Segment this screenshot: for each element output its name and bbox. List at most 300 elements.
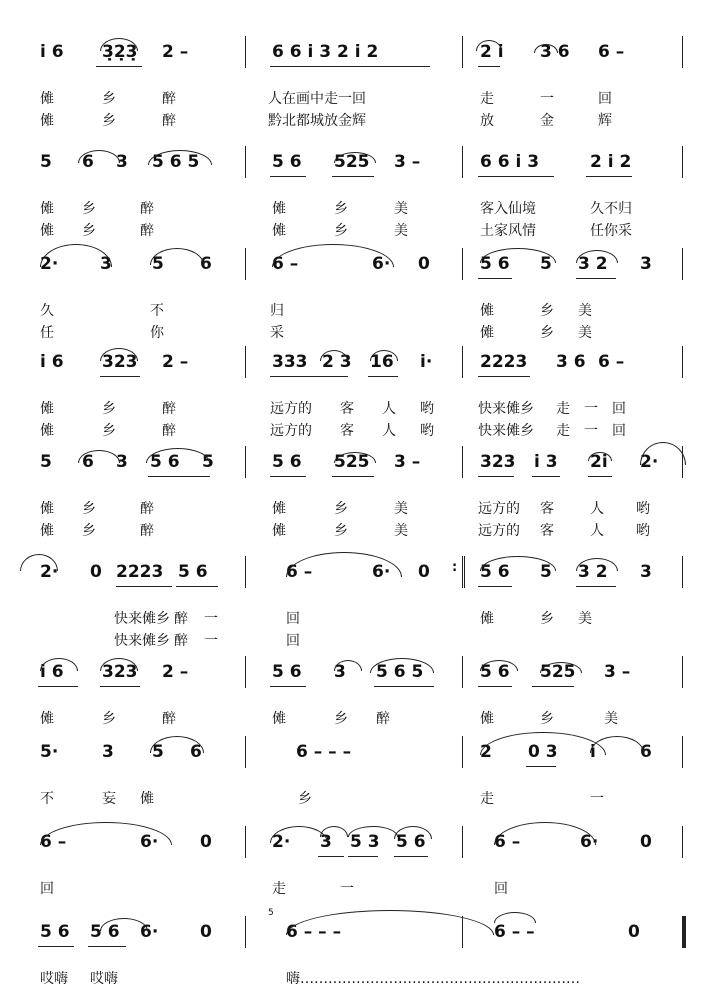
note-group: 2· (272, 832, 291, 852)
lyric-verse-2: 傩 (272, 223, 286, 239)
underline-beam (148, 476, 210, 477)
lyric-verse-1: 醉 (140, 201, 154, 217)
lyric-verse-1: 傩 (480, 711, 494, 727)
note-group: 6 6 i 3 (480, 152, 540, 172)
note-group: 0 (640, 832, 652, 852)
note-group: 3 (640, 562, 652, 582)
lyric-verse-1: 嗨…………………………………………………… (286, 971, 580, 987)
note-group: 5 6 (178, 562, 208, 582)
lyric-verse-2: 乡 (334, 523, 348, 539)
score-row (0, 818, 715, 908)
lyric-verse-1: 乡 (540, 611, 554, 627)
lyric-verse-1: 久 (40, 303, 54, 319)
lyric-verse-1: 客 (340, 401, 354, 417)
note-group: 3 – (604, 662, 631, 682)
note-group: i (590, 742, 596, 762)
slur-mark (100, 918, 148, 931)
lyric-verse-1: 不 (150, 303, 164, 319)
bar-line (462, 446, 463, 478)
note-group: 5 6 (272, 452, 302, 472)
lyric-verse-1: 傩 (40, 91, 54, 107)
underline-beam (576, 586, 616, 587)
lyric-verse-1: 人在画中走一回 (268, 91, 366, 107)
note-group: 16 (370, 352, 394, 372)
lyric-verse-2: 客 (540, 523, 554, 539)
slur-mark (588, 452, 612, 461)
slur-mark (100, 348, 138, 361)
lyric-verse-2: 快来傩乡 (478, 423, 534, 439)
bar-line (462, 248, 463, 280)
note-group: 323 (102, 352, 138, 372)
underline-beam (588, 476, 612, 477)
lyric-verse-2: 乡 (82, 223, 96, 239)
lyric-verse-2: 醉 (174, 633, 188, 649)
lyric-verse-2: 一 (584, 423, 598, 439)
lyric-verse-1: 不 (40, 791, 54, 807)
note-group: 2 3 (322, 352, 352, 372)
bar-line (682, 248, 683, 280)
score-row (0, 240, 715, 341)
lyric-verse-2: 人 (590, 523, 604, 539)
lyric-verse-1: 一 (204, 611, 218, 627)
slur-mark (370, 350, 398, 361)
note-group: 0 (418, 562, 430, 582)
slur-mark (40, 658, 78, 671)
lyric-verse-1: 乡 (102, 401, 116, 417)
note-group: 3 – (394, 452, 421, 472)
bar-line (245, 146, 246, 178)
note-group: 2 – (162, 662, 189, 682)
lyric-verse-1: 一 (340, 881, 354, 897)
note-group: 2 – (162, 42, 189, 62)
slur-mark (146, 448, 210, 463)
lyric-verse-1: 客 (540, 501, 554, 517)
note-group: 6 (200, 254, 212, 274)
slur-mark (576, 250, 618, 263)
note-group: 3 6 (556, 352, 586, 372)
lyric-verse-1: 美 (578, 303, 592, 319)
slur-mark (272, 244, 394, 267)
note-group: 5 6 (40, 922, 70, 942)
bar-line (682, 736, 683, 768)
note-group: 6 – (286, 562, 313, 582)
lyric-verse-2: 乡 (82, 523, 96, 539)
note-group: 3̣2̣3̣ (102, 42, 138, 62)
slur-mark (370, 658, 434, 673)
lyric-verse-1: 美 (394, 201, 408, 217)
lyric-verse-1: 傩 (40, 201, 54, 217)
slur-mark (480, 248, 556, 263)
lyric-verse-2: 金 (540, 113, 554, 129)
note-group: 5 (540, 562, 552, 582)
lyric-verse-1: 回 (612, 401, 626, 417)
lyric-verse-1: 快来傩乡 (478, 401, 534, 417)
lyric-verse-1: 傩 (272, 501, 286, 517)
lyric-verse-1: 妄 (102, 791, 116, 807)
lyric-verse-1: 乡 (334, 711, 348, 727)
note-group: 5 (152, 254, 164, 274)
lyric-verse-1: 回 (494, 881, 508, 897)
note-group: 6 (82, 152, 94, 172)
lyric-verse-2: 你 (150, 325, 164, 341)
lyric-verse-2: 美 (578, 325, 592, 341)
lyric-verse-1: 傩 (140, 791, 154, 807)
underline-beam (478, 66, 500, 67)
underline-beam (586, 176, 632, 177)
lyric-verse-2: 傩 (40, 223, 54, 239)
slur-mark (334, 660, 362, 671)
note-group: 6 – – (494, 922, 535, 942)
lyric-verse-1: 一 (590, 791, 604, 807)
lyric-verse-1: 回 (286, 611, 300, 627)
lyric-verse-1: 美 (394, 501, 408, 517)
note-group: 3 (116, 452, 128, 472)
lyric-verse-1: 傩 (40, 401, 54, 417)
underline-beam (38, 946, 74, 947)
note-group: 5 6 (480, 562, 510, 582)
lyric-verse-1: 人 (382, 401, 396, 417)
note-group: 333 (272, 352, 308, 372)
underline-beam (532, 686, 574, 687)
underline-beam (270, 176, 306, 177)
bar-line (682, 556, 683, 588)
lyric-verse-1: 走 (480, 91, 494, 107)
lyric-verse-1: 回 (40, 881, 54, 897)
bar-line (682, 826, 683, 858)
bar-line (682, 656, 683, 688)
note-group: 6 – (598, 42, 625, 62)
score-row (0, 338, 715, 439)
lyric-verse-1: 一 (540, 91, 554, 107)
note-group: 3 – (394, 152, 421, 172)
lyric-verse-1: 人 (590, 501, 604, 517)
lyric-verse-1: 走 (556, 401, 570, 417)
note-group: 3 (116, 152, 128, 172)
slur-mark (640, 442, 686, 465)
note-group: 5 6 (272, 152, 302, 172)
lyric-verse-1: 傩 (40, 501, 54, 517)
note-group: 5· (40, 742, 59, 762)
lyric-verse-1: 走 (272, 881, 286, 897)
underline-beam (100, 686, 140, 687)
slur-mark (394, 826, 432, 839)
note-group: 3 2 (578, 562, 608, 582)
bar-line (682, 36, 683, 68)
lyric-verse-1: 乡 (82, 201, 96, 217)
underline-beam (318, 856, 344, 857)
note-group: i 6 (40, 42, 64, 62)
lyric-verse-1: 远方的 (478, 501, 520, 517)
bar-line (245, 556, 246, 588)
note-group: 5 (152, 742, 164, 762)
lyric-verse-2: 采 (270, 325, 284, 341)
slur-mark (348, 826, 398, 837)
lyric-verse-2: 醉 (162, 423, 176, 439)
lyric-verse-1: 乡 (102, 711, 116, 727)
note-group: i 6 (40, 662, 64, 682)
note-group: 5 (40, 452, 52, 472)
bar-line (245, 916, 246, 948)
note-group: 3 (320, 832, 332, 852)
note-group: 3 (640, 254, 652, 274)
note-group: i 6 (40, 352, 64, 372)
lyric-verse-1: 傩 (40, 711, 54, 727)
slur-mark (100, 38, 138, 51)
underline-beam (100, 376, 140, 377)
lyric-verse-1: 美 (604, 711, 618, 727)
lyric-verse-2: 傩 (40, 423, 54, 439)
note-group: 5 (40, 152, 52, 172)
lyric-verse-1: 傩 (272, 201, 286, 217)
note-group: 5 6 (480, 662, 510, 682)
underline-beam (332, 176, 374, 177)
lyric-verse-1: 远方的 (270, 401, 312, 417)
bar-line (462, 736, 463, 768)
underline-beam (576, 278, 616, 279)
bar-line (245, 736, 246, 768)
note-group: 525 (334, 152, 370, 172)
note-group: 6 (190, 742, 202, 762)
lyric-verse-1: 醉 (140, 501, 154, 517)
note-group: 0 3 (528, 742, 558, 762)
note-group: 6· (140, 922, 159, 942)
lyric-verse-1: 哟 (636, 501, 650, 517)
bar-line (245, 36, 246, 68)
lyric-verse-1: 乡 (540, 303, 554, 319)
lyric-verse-1: 久不归 (590, 201, 632, 217)
underline-beam (478, 376, 530, 377)
note-group: 6· (372, 562, 391, 582)
note-group: 2223 (116, 562, 164, 582)
lyric-verse-1: 醉 (174, 611, 188, 627)
underline-beam (348, 856, 378, 857)
lyric-verse-2: 乡 (334, 223, 348, 239)
note-group: 6· (580, 832, 599, 852)
underline-beam (270, 376, 320, 377)
lyric-verse-1: 醉 (162, 91, 176, 107)
lyric-verse-2: 傩 (272, 523, 286, 539)
note-group: 5 3 (350, 832, 380, 852)
lyric-verse-2: 人 (382, 423, 396, 439)
underline-beam (526, 766, 556, 767)
note-group: 323 (102, 662, 138, 682)
underline-beam (270, 686, 306, 687)
score-row (0, 138, 715, 239)
note-group: 6 – – – (296, 742, 352, 762)
note-group: 6 – (272, 254, 299, 274)
underline-beam (38, 686, 78, 687)
lyric-verse-1: 乡 (102, 91, 116, 107)
lyric-verse-2: 远方的 (478, 523, 520, 539)
bar-line (245, 656, 246, 688)
score-row (0, 908, 715, 998)
slur-mark (286, 910, 494, 935)
lyric-verse-2: 回 (612, 423, 626, 439)
note-group: 0 (628, 922, 640, 942)
lyric-verse-2: 黔北都城放金辉 (268, 113, 366, 129)
repeat-sign: : (452, 560, 458, 575)
lyric-verse-2: 任 (40, 325, 54, 341)
note-group: 5 6 (480, 254, 510, 274)
note-group: 3 (102, 742, 114, 762)
bar-line (245, 346, 246, 378)
underline-beam (320, 376, 348, 377)
lyric-verse-1: 乡 (334, 201, 348, 217)
slur-mark (150, 736, 204, 753)
bar-line (462, 346, 463, 378)
lyric-verse-1: 乡 (334, 501, 348, 517)
underline-beam (332, 476, 374, 477)
note-group: 323 (480, 452, 516, 472)
note-group: 6 – (40, 832, 67, 852)
slur-mark (40, 244, 112, 267)
score-row (0, 648, 715, 738)
note-group: 5 6 (272, 662, 302, 682)
underline-beam (270, 66, 430, 67)
underline-beam (374, 686, 434, 687)
underline-beam (368, 376, 398, 377)
lyric-verse-2: 乡 (102, 423, 116, 439)
slur-mark (494, 822, 596, 845)
underline-beam (478, 586, 512, 587)
slur-mark (320, 826, 348, 837)
lyric-verse-2: 傩 (480, 325, 494, 341)
underline-beam (478, 176, 554, 177)
underline-beam (532, 476, 560, 477)
note-group: 6 6 i 3 2 i 2 (272, 42, 379, 62)
lyric-verse-2: 醉 (140, 523, 154, 539)
note-group: 3 (100, 254, 112, 274)
slur-mark (100, 658, 138, 671)
underline-beam (116, 586, 172, 587)
note-group: 3 (334, 662, 346, 682)
note-group: 0 (418, 254, 430, 274)
lyric-verse-2: 傩 (40, 523, 54, 539)
lyric-verse-1: 快来傩乡 (114, 611, 170, 627)
lyric-verse-2: 任你采 (590, 223, 632, 239)
lyric-verse-2: 一 (204, 633, 218, 649)
score-row (0, 28, 715, 129)
note-group: 5 6 (150, 452, 180, 472)
lyric-verse-1: 美 (578, 611, 592, 627)
lyric-verse-2: 辉 (598, 113, 612, 129)
lyric-verse-1: 一 (584, 401, 598, 417)
slur-mark (40, 822, 172, 845)
note-group: 6· (140, 832, 159, 852)
lyric-verse-2: 远方的 (270, 423, 312, 439)
lyric-verse-1: 乡 (298, 791, 312, 807)
note-group: 6 – (494, 832, 521, 852)
underline-beam (270, 476, 306, 477)
note-group: 5 6 5 (152, 152, 200, 172)
lyric-verse-1: 哎嗨 (40, 971, 68, 987)
lyric-verse-2: 傩 (40, 113, 54, 129)
underline-beam (96, 66, 142, 67)
note-group: 3 6 (540, 42, 570, 62)
grace-note: 5 (268, 908, 274, 918)
bar-line (682, 916, 686, 948)
slur-mark (480, 660, 518, 671)
note-group: 5 (202, 452, 214, 472)
lyric-verse-1: 乡 (540, 711, 554, 727)
note-group: 5 6 5 (376, 662, 424, 682)
lyric-verse-2: 客 (340, 423, 354, 439)
lyric-verse-2: 回 (286, 633, 300, 649)
slur-mark (576, 558, 618, 571)
note-group: 5 (540, 254, 552, 274)
note-group: 2· (40, 254, 59, 274)
bar-line (462, 826, 463, 858)
note-group: 6 (82, 452, 94, 472)
note-group: 6· (372, 254, 391, 274)
lyric-verse-1: 醉 (376, 711, 390, 727)
lyric-verse-1: 归 (270, 303, 284, 319)
bar-line (682, 346, 683, 378)
lyric-verse-2: 放 (480, 113, 494, 129)
lyric-verse-1: 乡 (82, 501, 96, 517)
note-group: 2223 (480, 352, 528, 372)
lyric-verse-2: 醉 (140, 223, 154, 239)
note-group: 6 (640, 742, 652, 762)
underline-beam (394, 856, 428, 857)
lyric-verse-1: 傩 (272, 711, 286, 727)
bar-line (245, 826, 246, 858)
note-group: i· (420, 352, 433, 372)
score-row (0, 728, 715, 818)
lyric-verse-1: 客入仙境 (480, 201, 536, 217)
note-group: 2i (590, 452, 608, 472)
underline-beam (88, 946, 126, 947)
note-group: 525 (334, 452, 370, 472)
lyric-verse-2: 醉 (162, 113, 176, 129)
bar-line (682, 146, 683, 178)
score-row (0, 548, 715, 649)
lyric-verse-1: 走 (480, 791, 494, 807)
note-group: 2 i (480, 42, 504, 62)
lyric-verse-1: 醉 (162, 711, 176, 727)
score-row (0, 438, 715, 539)
bar-line (462, 556, 465, 588)
note-group: 2 (480, 742, 492, 762)
lyric-verse-2: 乡 (540, 325, 554, 341)
underline-beam (478, 476, 514, 477)
slur-mark (20, 554, 58, 571)
lyric-verse-2: 哟 (420, 423, 434, 439)
lyric-verse-1: 傩 (480, 611, 494, 627)
note-group: 0 (200, 832, 212, 852)
lyric-verse-1: 哎嗨 (90, 971, 118, 987)
slur-mark (480, 556, 556, 571)
note-group: 6 – – – (286, 922, 342, 942)
underline-beam (176, 586, 218, 587)
bar-line (245, 248, 246, 280)
lyric-verse-1: 醉 (162, 401, 176, 417)
lyric-verse-1: 傩 (480, 303, 494, 319)
note-group: 2 – (162, 352, 189, 372)
slur-mark (480, 732, 606, 755)
lyric-verse-2: 走 (556, 423, 570, 439)
note-group: 6 – (598, 352, 625, 372)
underline-beam (478, 686, 512, 687)
lyric-verse-1: 回 (598, 91, 612, 107)
slur-mark (494, 912, 536, 923)
note-group: 2· (640, 452, 659, 472)
lyric-verse-1: 哟 (420, 401, 434, 417)
lyric-verse-2: 乡 (102, 113, 116, 129)
lyric-verse-2: 美 (394, 523, 408, 539)
note-group: 2· (40, 562, 59, 582)
lyric-verse-2: 哟 (636, 523, 650, 539)
